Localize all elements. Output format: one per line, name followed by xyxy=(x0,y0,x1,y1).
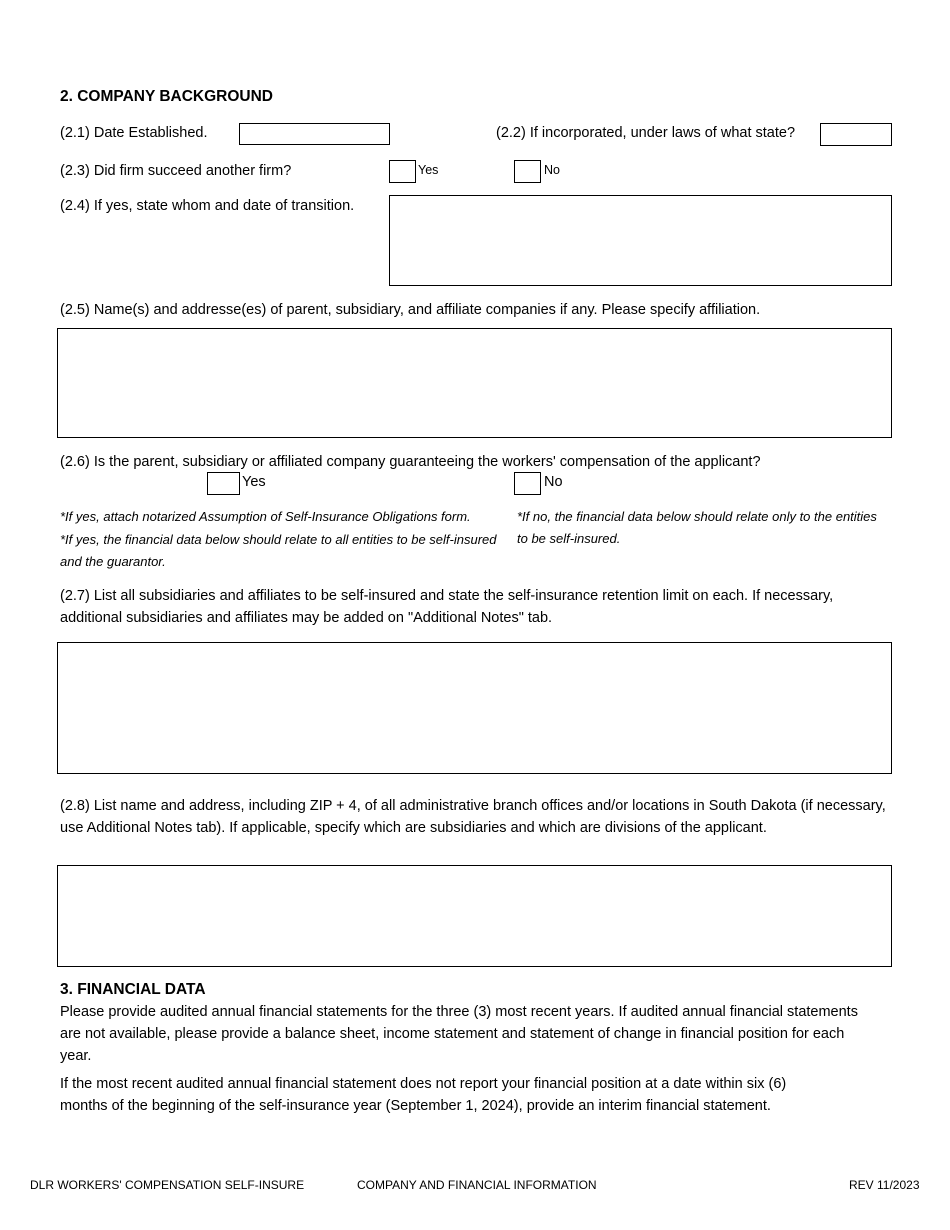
succeed-firm-yes-checkbox[interactable] xyxy=(389,160,416,183)
guarantee-no-label: No xyxy=(544,474,563,490)
guarantee-no-checkbox[interactable] xyxy=(514,472,541,495)
subsidiaries-field[interactable] xyxy=(57,642,892,774)
section-3-heading: 3. FINANCIAL DATA xyxy=(60,981,206,998)
footer-center: COMPANY AND FINANCIAL INFORMATION xyxy=(357,1178,597,1192)
guarantee-yes-note-1: *If yes, attach notarized Assumption of Self-Insurance Obligations form. xyxy=(60,509,471,524)
guarantee-yes-note-2: *If yes, the financial data below should relate to all entities to be self-insured and the guarantor. xyxy=(60,532,497,569)
guarantee-yes-label: Yes xyxy=(242,474,266,490)
branch-offices-field[interactable] xyxy=(57,865,892,967)
footer-right: REV 11/2023 xyxy=(849,1178,920,1192)
succeed-firm-yes-label: Yes xyxy=(418,163,439,177)
guarantee-no-note: *If no, the financial data below should relate only to the entities to be self-insured. xyxy=(517,509,877,546)
transition-field[interactable] xyxy=(389,195,892,286)
incorporated-state-field[interactable] xyxy=(820,123,892,146)
parent-companies-label: (2.5) Name(s) and addresse(es) of parent, subsidiary, and affiliate companies if any. Please specify affiliation. xyxy=(60,302,761,318)
parent-companies-field[interactable] xyxy=(57,328,892,438)
succeed-firm-no-checkbox[interactable] xyxy=(514,160,541,183)
transition-label: (2.4) If yes, state whom and date of transition. xyxy=(60,198,355,214)
guarantee-yes-checkbox[interactable] xyxy=(207,472,240,495)
succeed-firm-label: (2.3) Did firm succeed another firm? xyxy=(60,163,292,179)
branch-offices-label: (2.8) List name and address, including ZIP + 4, of all administrative branch offices and/or locations in South Dakota (if necessary, use Additional Notes tab). If applicable, specify which are subsidiaries and which are divisions of the applicant. xyxy=(60,798,886,836)
section-2-heading: 2. COMPANY BACKGROUND xyxy=(60,88,273,105)
footer-left: DLR WORKERS' COMPENSATION SELF-INSURE xyxy=(30,1178,305,1192)
date-established-label: (2.1) Date Established. xyxy=(60,125,208,141)
subsidiaries-label: (2.7) List all subsidiaries and affiliates to be self-insured and state the self-insurance retention limit on each. If necessary, additional subsidiaries and affiliates may be added on "Additional Notes" tab. xyxy=(60,588,834,626)
succeed-firm-no-label: No xyxy=(544,163,560,177)
incorporated-state-label: (2.2) If incorporated, under laws of what state? xyxy=(496,125,796,141)
date-established-field[interactable] xyxy=(239,123,390,145)
financial-data-paragraph-2: If the most recent audited annual financial statement does not report your financial position at a date within six (6) months of the beginning of the self-insurance year (September 1, 2024), provide an interim financial statement. xyxy=(60,1076,787,1114)
guarantee-label: (2.6) Is the parent, subsidiary or affiliated company guaranteeing the workers' compensation of the applicant? xyxy=(60,454,761,470)
financial-data-paragraph-1: Please provide audited annual financial statements for the three (3) most recent years. If audited annual financial statements are not available, please provide a balance sheet, income statement and statement of change in financial position for each year. xyxy=(60,1004,858,1064)
